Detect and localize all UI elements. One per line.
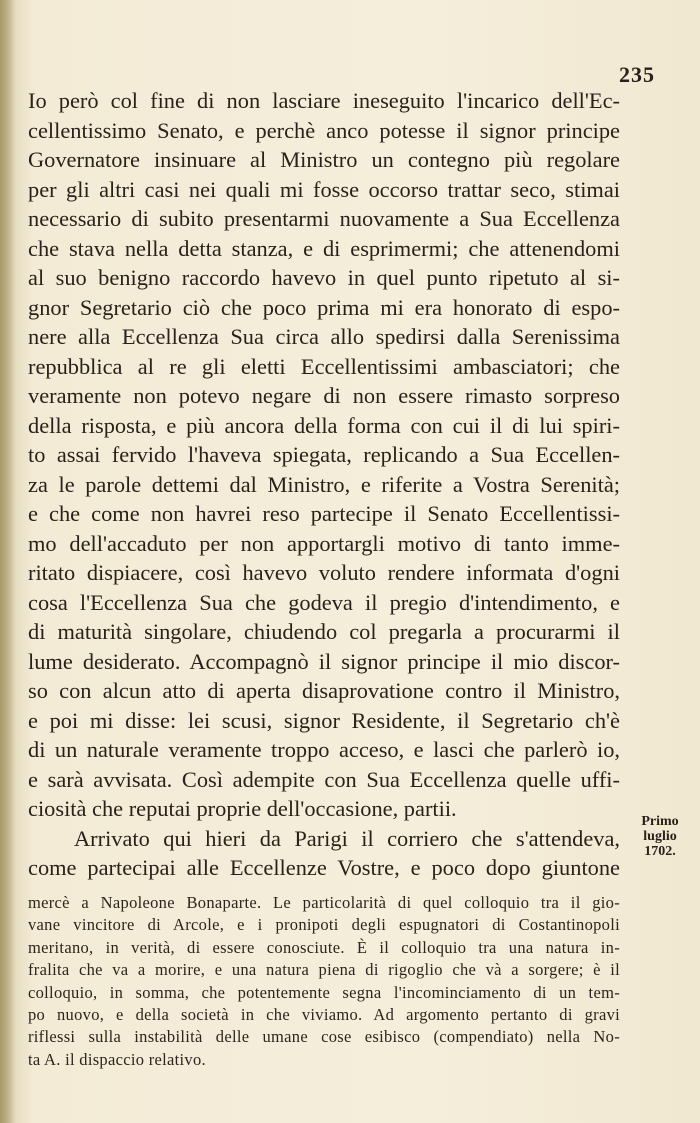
text-line: di maturità singolare, chiudendo col pregarla a procurarmi il <box>28 619 620 644</box>
text-line: necessario di subito presentarmi nuovamente a Sua Eccellenza <box>28 206 620 231</box>
text-line: veramente non potevo negare di non essere rimasto sorpreso <box>28 383 620 408</box>
text-line: to assai fervido l'haveva spiegata, replicando a Sua Eccellen- <box>28 442 620 467</box>
text-line: che stava nella detta stanza, e di esprimermi; che attenendomi <box>28 235 620 261</box>
text-line: per gli altri casi nei quali mi fosse occorso trattar seco, stimai <box>28 176 620 202</box>
text-line: e sarà avvisata. Così adempite con Sua Eccellenza quelle uffi- <box>28 766 620 792</box>
text-line: della risposta, e più ancora della forma con cui il di lui spiri- <box>28 412 620 438</box>
text-line: cellentissimo Senato, e perchè anco potesse il signor principe <box>28 117 620 143</box>
text-line: ritato dispiacere, così havevo voluto rendere informata d'ogni <box>28 560 620 585</box>
binding-edge <box>0 0 16 1123</box>
body-text <box>28 86 620 883</box>
marginal-note-line: Primo <box>641 814 679 829</box>
text-line: cosa l'Eccellenza Sua che godeva il pregio d'intendimento, e <box>28 589 620 615</box>
text-line: come partecipai alle Eccellenze Vostre, e poco dopo giuntone <box>28 855 620 880</box>
text-line: Io però col fine di non lasciare ineseguito l'incarico dell'Ec- <box>28 88 620 113</box>
text-line: Arrivato qui hieri da Parigi il corriero che s'attendeva, <box>74 825 620 851</box>
text-line: ciosità che reputai proprie dell'occasione, partii. <box>28 796 457 821</box>
marginal-note-line: 1702. <box>644 844 676 859</box>
text-line: al suo benigno raccordo havevo in quel punto ripetuto al si- <box>28 265 620 290</box>
text-line: Governatore insinuare al Ministro un contegno più regolare <box>28 147 620 172</box>
marginal-note-line: luglio <box>643 829 677 844</box>
text-line: e che come non havrei reso partecipe il Senato Eccellentissi- <box>28 501 620 526</box>
text-line: gnor Segretario ciò che poco prima mi era honorato di espo- <box>28 294 620 320</box>
text-line: di un naturale veramente troppo acceso, e lasci che parlerò io, <box>28 737 620 762</box>
footnote-line: ta A. il dispaccio relativo. <box>28 1049 206 1069</box>
page-number: 235 <box>619 62 655 87</box>
footnote-line: fralita che va a morire, e una natura piena di rigoglio che và a sorgere; è il <box>28 960 620 980</box>
footnote-line: riflessi sulla instabilità delle umane cose esibisco (compendiato) nella No- <box>28 1027 620 1047</box>
footnote-line: colloquio, in somma, che potentemente segna l'incominciamento di un tem- <box>28 982 620 1002</box>
text-line: repubblica al re gli eletti Eccellentissimi ambasciatori; che <box>28 353 620 379</box>
text-line: e poi mi disse: lei scusi, signor Residente, il Segretario ch'è <box>28 707 620 733</box>
footnote-line: vane vincitore di Arcole, e i pronipoti degli espugnatori di Costantinopoli <box>28 915 620 935</box>
footnote-line: meritano, in verità, di essere conosciute. È il colloquio tra una natura in- <box>28 937 620 957</box>
text-line: nere alla Eccellenza Sua circa allo spedirsi dalla Serenissima <box>28 324 620 349</box>
footnote <box>28 892 620 1071</box>
text-line: so con alcun atto di aperta disaprovatione contro il Ministro, <box>28 678 620 703</box>
text-line: mo dell'accaduto per non apportargli motivo di tanto imme- <box>28 530 620 556</box>
text-line: lume desiderato. Accompagnò il signor principe il mio discor- <box>28 648 620 674</box>
text-line: za le parole dettemi dal Ministro, e riferite a Vostra Serenità; <box>28 471 620 497</box>
marginal-date-note <box>630 814 690 859</box>
footnote-line: po nuovo, e della società in che viviamo. Ad argomento pertanto di gravi <box>28 1005 620 1025</box>
footnote-line: mercè a Napoleone Bonaparte. Le particolarità di quel colloquio tra il gio- <box>28 893 620 912</box>
